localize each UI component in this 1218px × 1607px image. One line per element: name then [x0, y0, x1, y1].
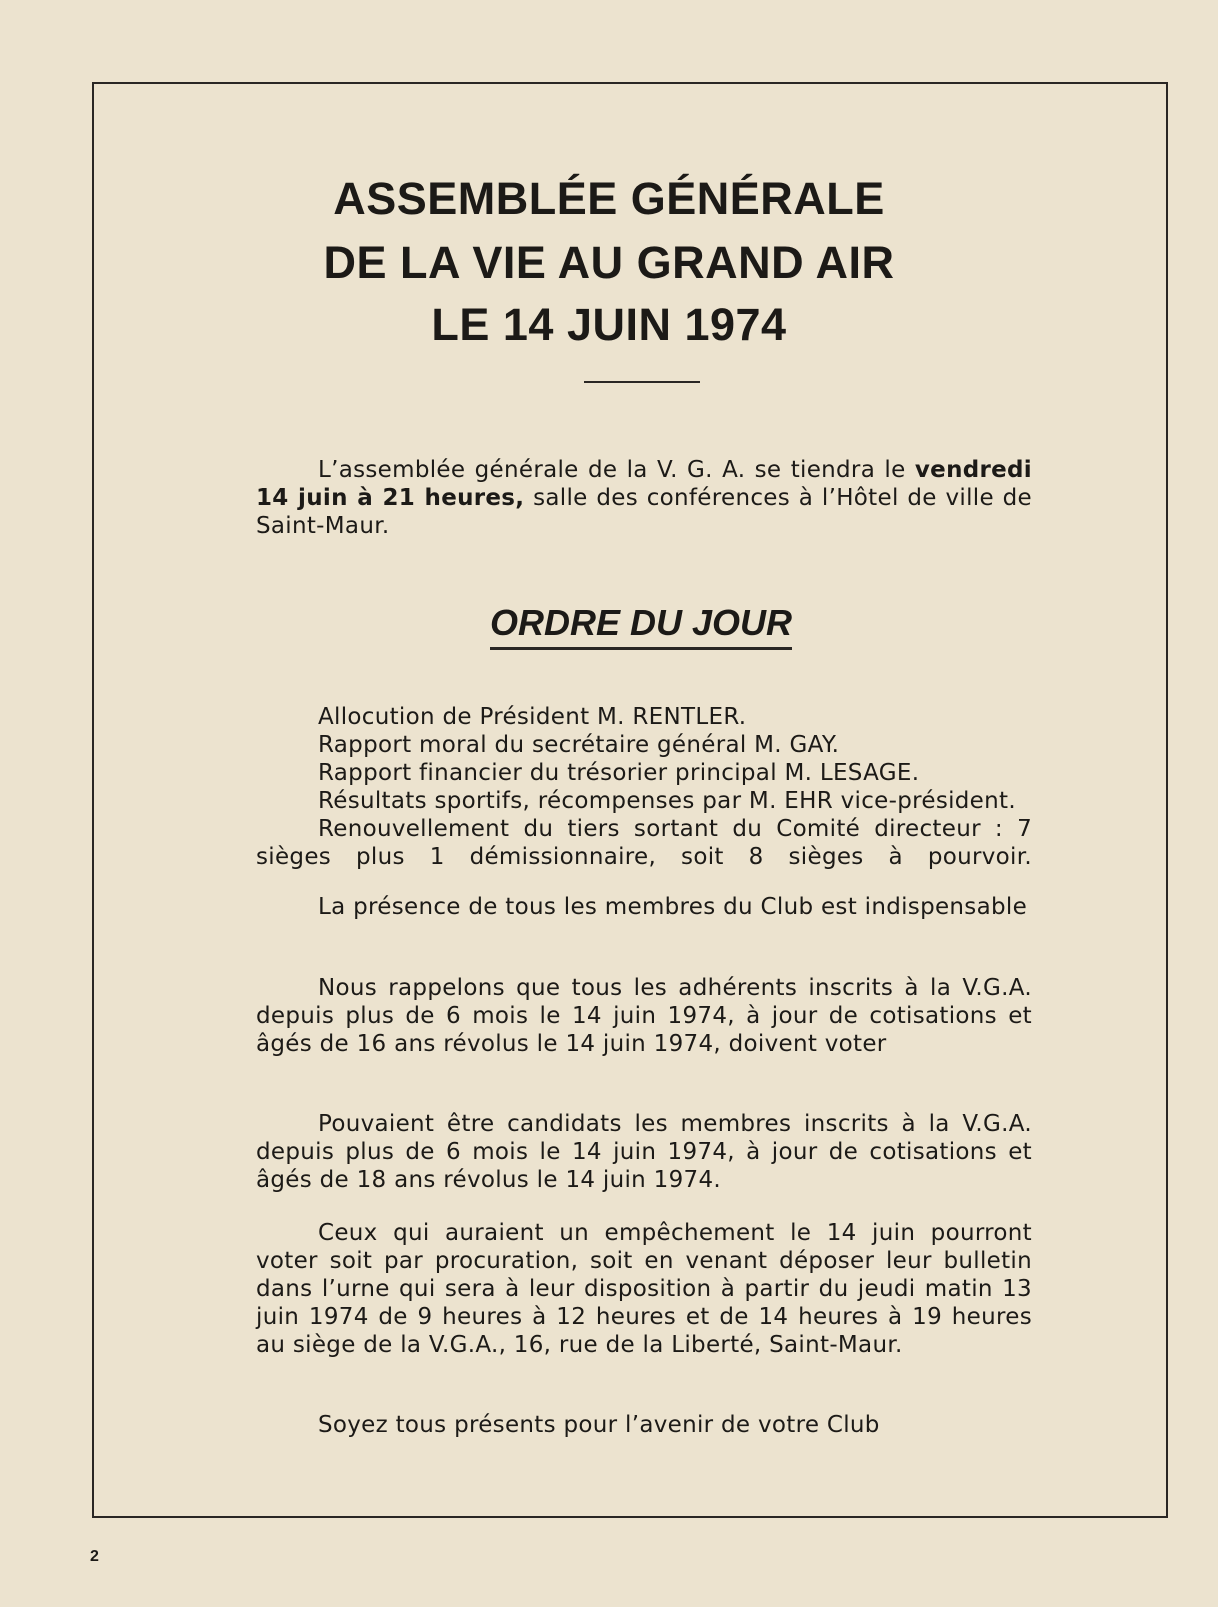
- agenda-item: Rapport financier du trésorier principal M. LESAGE.: [318, 760, 920, 786]
- closing-paragraph: Soyez tous présents pour l’avenir de votre Club: [318, 1412, 880, 1438]
- voters-paragraph: Nous rappelons que tous les adhérents inscrits à la V.G.A. depuis plus de 6 mois le 14 juin 1974, à jour de cotisations et âgés de 16 ans révolus le 14 juin 1974, doivent voter: [256, 975, 1032, 1057]
- title-line-3: LE 14 JUIN 1974: [431, 299, 787, 350]
- page-number: 2: [90, 1548, 99, 1565]
- intro-paragraph: [256, 456, 1032, 540]
- agenda-heading: ORDRE DU JOUR: [490, 605, 792, 650]
- title-line-2: DE LA VIE AU GRAND AIR: [323, 237, 895, 288]
- intro-text-2: salle des conférences à l’Hôtel de ville de Saint-Maur.: [256, 485, 1032, 539]
- title-line-1: ASSEMBLÉE GÉNÉRALE: [333, 173, 885, 224]
- proxy-paragraph: Ceux qui auraient un empêchement le 14 juin pourront voter soit par procuration, soit en venant déposer leur bulletin dans l’urne qui sera à leur disposition à partir du jeudi matin 13 juin 1974 de 9 heures à 12 heures et de 14 heures à 19 heures au siège de la V.G.A., 16, rue de la Liberté, Saint-Maur.: [256, 1220, 1032, 1358]
- meeting-date-time: vendredi 14 juin à 21 heures,: [256, 457, 1032, 511]
- agenda-item: Rapport moral du secrétaire général M. GAY.: [318, 732, 840, 758]
- candidates-paragraph: Pouvaient être candidats les membres inscrits à la V.G.A. depuis plus de 6 mois le 14 juin 1974, à jour de cotisations et âgés de 18 ans révolus le 14 juin 1974.: [256, 1111, 1032, 1193]
- agenda-item: Résultats sportifs, récompenses par M. EHR vice-président.: [318, 788, 1016, 814]
- agenda-list: [256, 703, 1032, 871]
- title-divider: [584, 381, 700, 383]
- intro-text-1: L’assemblée générale de la V. G. A. se tiendra le: [318, 457, 915, 483]
- agenda-item: Renouvellement du tiers sortant du Comité directeur : 7 sièges plus 1 démissionnaire, soit 8 sièges à pourvoir.: [256, 816, 1032, 870]
- presence-paragraph: La présence de tous les membres du Club est indispensable: [318, 894, 1028, 920]
- agenda-item: Allocution de Président M. RENTLER.: [318, 704, 747, 730]
